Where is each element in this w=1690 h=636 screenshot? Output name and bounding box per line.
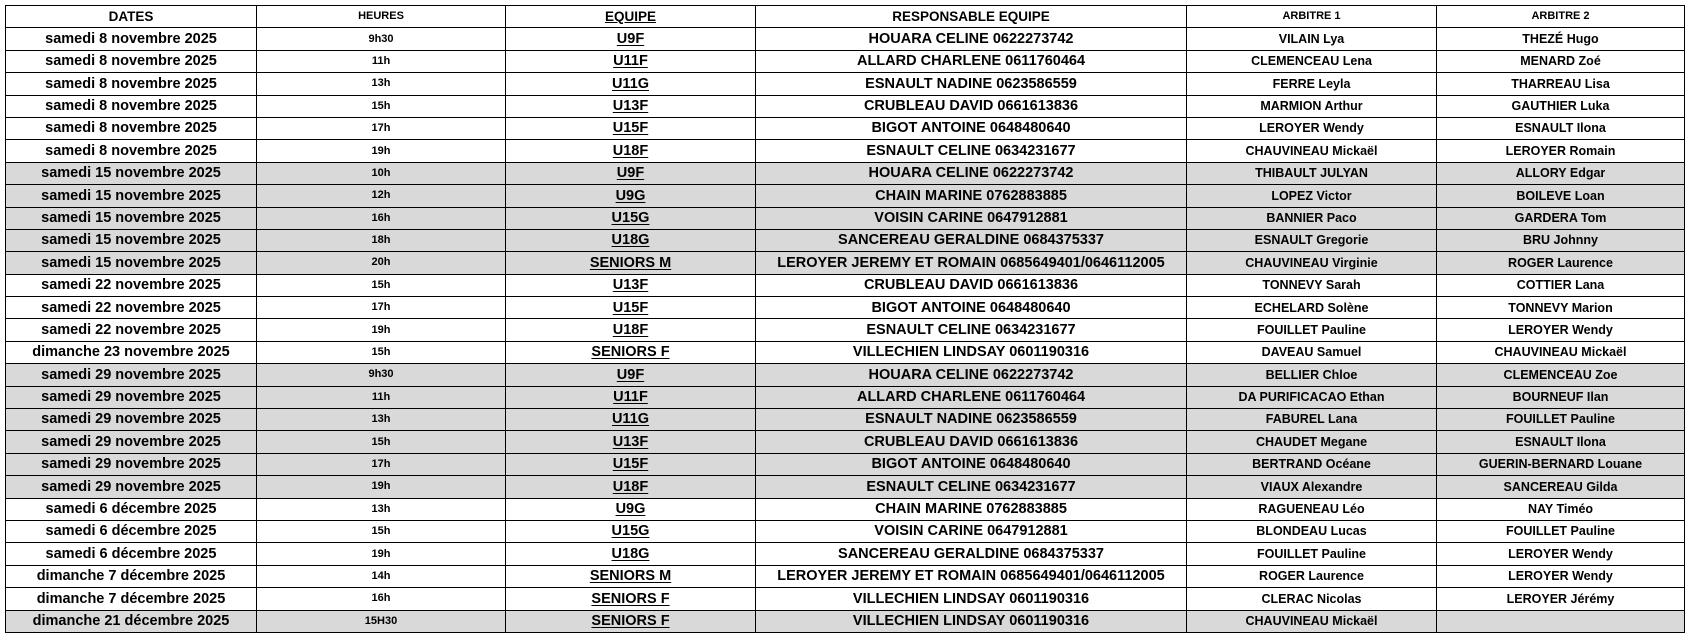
team-label: U13F xyxy=(612,277,649,294)
time-cell[interactable]: 13h xyxy=(257,498,506,520)
responsable-cell[interactable]: SANCEREAU GERALDINE 0684375337 xyxy=(756,543,1187,565)
time-cell[interactable]: 12h xyxy=(257,185,506,207)
date-cell[interactable]: samedi 15 novembre 2025 xyxy=(6,229,257,251)
date-cell[interactable]: samedi 22 novembre 2025 xyxy=(6,319,257,341)
responsable-cell[interactable]: HOUARA CELINE 0622273742 xyxy=(756,28,1187,50)
table-row xyxy=(6,453,1685,475)
time-cell[interactable]: 15h xyxy=(257,95,506,117)
responsable-cell[interactable]: ALLARD CHARLENE 0611760464 xyxy=(756,386,1187,408)
team-cell[interactable] xyxy=(506,409,756,431)
arbitre2-cell[interactable]: MENARD Zoé xyxy=(1437,50,1685,72)
table-row xyxy=(6,341,1685,363)
time-cell[interactable]: 17h xyxy=(257,117,506,139)
team-cell[interactable] xyxy=(506,28,756,50)
responsable-cell[interactable]: VILLECHIEN LINDSAY 0601190316 xyxy=(756,588,1187,610)
responsable-cell[interactable]: HOUARA CELINE 0622273742 xyxy=(756,364,1187,386)
team-label: U9G xyxy=(615,501,646,518)
date-cell[interactable]: samedi 29 novembre 2025 xyxy=(6,431,257,453)
team-cell[interactable] xyxy=(506,274,756,296)
table-row xyxy=(6,117,1685,139)
date-cell[interactable]: samedi 15 novembre 2025 xyxy=(6,252,257,274)
arbitre1-cell[interactable]: FOUILLET Pauline xyxy=(1187,543,1437,565)
arbitre1-cell[interactable]: CHAUDET Megane xyxy=(1187,431,1437,453)
responsable-cell[interactable]: VILLECHIEN LINDSAY 0601190316 xyxy=(756,610,1187,632)
table-row xyxy=(6,185,1685,207)
arbitre2-cell[interactable]: TONNEVY Marion xyxy=(1437,297,1685,319)
arbitre1-cell[interactable]: CHAUVINEAU Virginie xyxy=(1187,252,1437,274)
arbitre1-cell[interactable]: TONNEVY Sarah xyxy=(1187,274,1437,296)
arbitre2-cell[interactable]: GARDERA Tom xyxy=(1437,207,1685,229)
team-cell[interactable] xyxy=(506,229,756,251)
date-cell[interactable]: samedi 15 novembre 2025 xyxy=(6,185,257,207)
table-row xyxy=(6,431,1685,453)
team-cell[interactable] xyxy=(506,476,756,498)
date-cell[interactable]: samedi 8 novembre 2025 xyxy=(6,73,257,95)
team-cell[interactable] xyxy=(506,453,756,475)
arbitre1-cell[interactable]: CHAUVINEAU Mickaël xyxy=(1187,140,1437,162)
arbitre1-cell[interactable]: FOUILLET Pauline xyxy=(1187,319,1437,341)
arbitre2-cell[interactable]: ALLORY Edgar xyxy=(1437,162,1685,184)
arbitre2-cell[interactable]: GAUTHIER Luka xyxy=(1437,95,1685,117)
arbitre2-cell[interactable]: GUERIN-BERNARD Louane xyxy=(1437,453,1685,475)
team-label: U15F xyxy=(612,456,649,473)
date-cell[interactable]: dimanche 21 décembre 2025 xyxy=(6,610,257,632)
arbitre2-cell[interactable]: BOURNEUF Ilan xyxy=(1437,386,1685,408)
time-cell[interactable]: 19h xyxy=(257,319,506,341)
time-cell[interactable]: 11h xyxy=(257,50,506,72)
team-label: U11G xyxy=(611,75,650,92)
team-label: U15G xyxy=(611,209,650,226)
time-cell[interactable]: 19h xyxy=(257,476,506,498)
time-cell[interactable]: 20h xyxy=(257,252,506,274)
time-cell[interactable]: 13h xyxy=(257,73,506,95)
arbitre2-cell[interactable]: LEROYER Wendy xyxy=(1437,543,1685,565)
table-row xyxy=(6,50,1685,72)
team-label: U18F xyxy=(612,142,649,159)
team-label: U18G xyxy=(611,545,650,562)
arbitre2-cell[interactable]: CHAUVINEAU Mickaël xyxy=(1437,341,1685,363)
team-label: U9F xyxy=(616,366,645,383)
team-label: U11F xyxy=(613,389,648,406)
header-arbitre2[interactable]: ARBITRE 2 xyxy=(1437,6,1685,28)
date-cell[interactable]: dimanche 7 décembre 2025 xyxy=(6,565,257,587)
time-cell[interactable]: 15H30 xyxy=(257,610,506,632)
team-label: U15F xyxy=(612,299,649,316)
time-cell[interactable]: 18h xyxy=(257,229,506,251)
team-cell[interactable] xyxy=(506,252,756,274)
team-cell[interactable] xyxy=(506,162,756,184)
team-cell[interactable] xyxy=(506,297,756,319)
date-cell[interactable]: samedi 15 novembre 2025 xyxy=(6,207,257,229)
header-heures[interactable]: HEURES xyxy=(257,6,506,28)
time-cell[interactable]: 15h xyxy=(257,274,506,296)
arbitre1-cell[interactable]: FERRE Leyla xyxy=(1187,73,1437,95)
responsable-cell[interactable]: CRUBLEAU DAVID 0661613836 xyxy=(756,431,1187,453)
team-label: SENIORS M xyxy=(589,254,672,271)
team-cell[interactable] xyxy=(506,520,756,542)
arbitre2-cell[interactable]: FOUILLET Pauline xyxy=(1437,520,1685,542)
team-label: U9F xyxy=(616,30,645,47)
table-row xyxy=(6,498,1685,520)
responsable-cell[interactable]: CHAIN MARINE 0762883885 xyxy=(756,185,1187,207)
table-row xyxy=(6,207,1685,229)
team-cell[interactable] xyxy=(506,386,756,408)
team-cell[interactable] xyxy=(506,543,756,565)
responsable-cell[interactable]: ESNAULT NADINE 0623586559 xyxy=(756,409,1187,431)
arbitre1-cell[interactable]: RAGUENEAU Léo xyxy=(1187,498,1437,520)
team-cell[interactable] xyxy=(506,185,756,207)
team-label: U18G xyxy=(611,232,650,249)
table-row xyxy=(6,588,1685,610)
responsable-cell[interactable]: ESNAULT CELINE 0634231677 xyxy=(756,476,1187,498)
arbitre1-cell[interactable]: LEROYER Wendy xyxy=(1187,117,1437,139)
responsable-cell[interactable]: VOISIN CARINE 0647912881 xyxy=(756,520,1187,542)
responsable-cell[interactable]: ESNAULT CELINE 0634231677 xyxy=(756,140,1187,162)
arbitre2-cell[interactable]: NAY Timéo xyxy=(1437,498,1685,520)
team-cell[interactable] xyxy=(506,207,756,229)
arbitre1-cell[interactable]: DAVEAU Samuel xyxy=(1187,341,1437,363)
arbitre2-cell[interactable] xyxy=(1437,610,1685,632)
arbitre1-cell[interactable]: CHAUVINEAU Mickaël xyxy=(1187,610,1437,632)
arbitre2-cell[interactable]: LEROYER Romain xyxy=(1437,140,1685,162)
table-row xyxy=(6,274,1685,296)
time-cell[interactable]: 15h xyxy=(257,520,506,542)
arbitre2-cell[interactable]: CLEMENCEAU Zoe xyxy=(1437,364,1685,386)
team-label: SENIORS F xyxy=(591,612,670,629)
arbitre1-cell[interactable]: BERTRAND Océane xyxy=(1187,453,1437,475)
header-equipe[interactable] xyxy=(506,6,756,28)
team-label: SENIORS M xyxy=(589,568,672,585)
team-cell[interactable] xyxy=(506,50,756,72)
time-cell[interactable]: 15h xyxy=(257,341,506,363)
date-cell[interactable]: samedi 22 novembre 2025 xyxy=(6,297,257,319)
responsable-cell[interactable]: ESNAULT NADINE 0623586559 xyxy=(756,73,1187,95)
team-cell[interactable] xyxy=(506,588,756,610)
table-row xyxy=(6,140,1685,162)
date-cell[interactable]: samedi 29 novembre 2025 xyxy=(6,409,257,431)
arbitre1-cell[interactable]: ROGER Laurence xyxy=(1187,565,1437,587)
responsable-cell[interactable]: HOUARA CELINE 0622273742 xyxy=(756,162,1187,184)
responsable-cell[interactable]: VOISIN CARINE 0647912881 xyxy=(756,207,1187,229)
team-cell[interactable] xyxy=(506,117,756,139)
arbitre1-cell[interactable]: BELLIER Chloe xyxy=(1187,364,1437,386)
arbitre2-cell[interactable]: ESNAULT Ilona xyxy=(1437,117,1685,139)
time-cell[interactable]: 17h xyxy=(257,297,506,319)
time-cell[interactable]: 11h xyxy=(257,386,506,408)
team-cell[interactable] xyxy=(506,610,756,632)
arbitre2-cell[interactable]: ROGER Laurence xyxy=(1437,252,1685,274)
time-cell[interactable]: 13h xyxy=(257,409,506,431)
table-row xyxy=(6,610,1685,632)
time-cell[interactable]: 19h xyxy=(257,543,506,565)
date-cell[interactable]: samedi 29 novembre 2025 xyxy=(6,476,257,498)
date-cell[interactable]: samedi 15 novembre 2025 xyxy=(6,162,257,184)
team-cell[interactable] xyxy=(506,73,756,95)
time-cell[interactable]: 14h xyxy=(257,565,506,587)
date-cell[interactable]: samedi 6 décembre 2025 xyxy=(6,498,257,520)
table-row xyxy=(6,520,1685,542)
team-label: U11G xyxy=(611,411,650,428)
arbitre2-cell[interactable]: LEROYER Wendy xyxy=(1437,319,1685,341)
table-row xyxy=(6,409,1685,431)
team-label: U18F xyxy=(612,321,649,338)
date-cell[interactable]: dimanche 23 novembre 2025 xyxy=(6,341,257,363)
arbitre2-cell[interactable]: BRU Johnny xyxy=(1437,229,1685,251)
date-cell[interactable]: samedi 8 novembre 2025 xyxy=(6,140,257,162)
team-label: U13F xyxy=(612,98,649,114)
team-label: SENIORS F xyxy=(591,344,670,361)
table-row xyxy=(6,229,1685,251)
date-cell[interactable]: samedi 8 novembre 2025 xyxy=(6,95,257,117)
responsable-cell[interactable]: LEROYER JEREMY ET ROMAIN 0685649401/0646112005 xyxy=(756,565,1187,587)
team-label: U9F xyxy=(616,165,645,182)
team-cell[interactable] xyxy=(506,565,756,587)
table-row xyxy=(6,476,1685,498)
arbitre2-cell[interactable]: SANCEREAU Gilda xyxy=(1437,476,1685,498)
team-label: U15F xyxy=(612,120,649,137)
referee-schedule-table xyxy=(5,5,1685,633)
header-responsable[interactable]: RESPONSABLE EQUIPE xyxy=(756,6,1187,28)
time-cell[interactable]: 16h xyxy=(257,207,506,229)
table-row xyxy=(6,386,1685,408)
team-cell[interactable] xyxy=(506,431,756,453)
arbitre2-cell[interactable]: FOUILLET Pauline xyxy=(1437,409,1685,431)
arbitre1-cell[interactable]: FABUREL Lana xyxy=(1187,409,1437,431)
responsable-cell[interactable]: VILLECHIEN LINDSAY 0601190316 xyxy=(756,341,1187,363)
arbitre1-cell[interactable]: VIAUX Alexandre xyxy=(1187,476,1437,498)
team-cell[interactable] xyxy=(506,95,756,117)
team-cell[interactable] xyxy=(506,140,756,162)
arbitre2-cell[interactable]: THARREAU Lisa xyxy=(1437,73,1685,95)
date-cell[interactable]: samedi 8 novembre 2025 xyxy=(6,28,257,50)
responsable-cell[interactable]: ESNAULT CELINE 0634231677 xyxy=(756,319,1187,341)
header-equipe-label: EQUIPE xyxy=(604,8,656,24)
arbitre2-cell[interactable]: COTTIER Lana xyxy=(1437,274,1685,296)
date-cell[interactable]: samedi 22 novembre 2025 xyxy=(6,274,257,296)
responsable-cell[interactable]: BIGOT ANTOINE 0648480640 xyxy=(756,297,1187,319)
responsable-cell[interactable]: BIGOT ANTOINE 0648480640 xyxy=(756,453,1187,475)
header-row xyxy=(6,6,1685,28)
time-cell[interactable]: 9h30 xyxy=(257,364,506,386)
team-label: U9G xyxy=(615,187,646,204)
time-cell[interactable]: 16h xyxy=(257,588,506,610)
arbitre2-cell[interactable]: LEROYER Wendy xyxy=(1437,565,1685,587)
arbitre1-cell[interactable]: ECHELARD Solène xyxy=(1187,297,1437,319)
date-cell[interactable]: samedi 8 novembre 2025 xyxy=(6,50,257,72)
table-row xyxy=(6,28,1685,50)
date-cell[interactable]: samedi 8 novembre 2025 xyxy=(6,117,257,139)
time-cell[interactable]: 19h xyxy=(257,140,506,162)
table-row xyxy=(6,73,1685,95)
table-row xyxy=(6,543,1685,565)
arbitre2-cell[interactable]: THEZÉ Hugo xyxy=(1437,28,1685,50)
arbitre1-cell[interactable]: LOPEZ Victor xyxy=(1187,185,1437,207)
team-cell[interactable] xyxy=(506,341,756,363)
arbitre1-cell[interactable]: CLEMENCEAU Lena xyxy=(1187,50,1437,72)
team-cell[interactable] xyxy=(506,319,756,341)
table-row xyxy=(6,252,1685,274)
date-cell[interactable]: samedi 29 novembre 2025 xyxy=(6,364,257,386)
time-cell[interactable]: 9h30 xyxy=(257,28,506,50)
responsable-cell[interactable]: SANCEREAU GERALDINE 0684375337 xyxy=(756,229,1187,251)
team-cell[interactable] xyxy=(506,364,756,386)
table-row xyxy=(6,319,1685,341)
arbitre1-cell[interactable]: VILAIN Lya xyxy=(1187,28,1437,50)
arbitre2-cell[interactable]: LEROYER Jérémy xyxy=(1437,588,1685,610)
table-row xyxy=(6,297,1685,319)
arbitre2-cell[interactable]: BOILEVE Loan xyxy=(1437,185,1685,207)
time-cell[interactable]: 17h xyxy=(257,453,506,475)
arbitre2-cell[interactable]: ESNAULT Ilona xyxy=(1437,431,1685,453)
team-cell[interactable] xyxy=(506,498,756,520)
date-cell[interactable]: samedi 6 décembre 2025 xyxy=(6,520,257,542)
responsable-cell[interactable]: LEROYER JEREMY ET ROMAIN 0685649401/0646112005 xyxy=(756,252,1187,274)
time-cell[interactable]: 15h xyxy=(257,431,506,453)
date-cell[interactable]: samedi 29 novembre 2025 xyxy=(6,386,257,408)
responsable-cell[interactable]: CRUBLEAU DAVID 0661613836 xyxy=(756,95,1187,117)
table-row xyxy=(6,364,1685,386)
date-cell[interactable]: samedi 29 novembre 2025 xyxy=(6,453,257,475)
date-cell[interactable]: dimanche 7 décembre 2025 xyxy=(6,588,257,610)
responsable-cell[interactable]: ALLARD CHARLENE 0611760464 xyxy=(756,50,1187,72)
team-label: U18F xyxy=(612,478,649,495)
table-row xyxy=(6,95,1685,117)
responsable-cell[interactable]: CRUBLEAU DAVID 0661613836 xyxy=(756,274,1187,296)
table-row xyxy=(6,162,1685,184)
arbitre1-cell[interactable]: CLERAC Nicolas xyxy=(1187,588,1437,610)
arbitre1-cell[interactable]: THIBAULT JULYAN xyxy=(1187,162,1437,184)
arbitre1-cell[interactable]: BLONDEAU Lucas xyxy=(1187,520,1437,542)
schedule-rows xyxy=(6,28,1685,633)
header-dates[interactable]: DATES xyxy=(6,6,257,28)
responsable-cell[interactable]: CHAIN MARINE 0762883885 xyxy=(756,498,1187,520)
date-cell[interactable]: samedi 6 décembre 2025 xyxy=(6,543,257,565)
team-label: U13F xyxy=(612,433,649,450)
responsable-cell[interactable]: BIGOT ANTOINE 0648480640 xyxy=(756,117,1187,139)
team-label: U15G xyxy=(611,523,650,540)
arbitre1-cell[interactable]: BANNIER Paco xyxy=(1187,207,1437,229)
time-cell[interactable]: 10h xyxy=(257,162,506,184)
team-label: U11F xyxy=(613,53,648,70)
arbitre1-cell[interactable]: ESNAULT Gregorie xyxy=(1187,229,1437,251)
team-label: SENIORS F xyxy=(591,590,670,607)
arbitre1-cell[interactable]: DA PURIFICACAO Ethan xyxy=(1187,386,1437,408)
table-row xyxy=(6,565,1685,587)
header-arbitre1[interactable]: ARBITRE 1 xyxy=(1187,6,1437,28)
arbitre1-cell[interactable]: MARMION Arthur xyxy=(1187,95,1437,117)
